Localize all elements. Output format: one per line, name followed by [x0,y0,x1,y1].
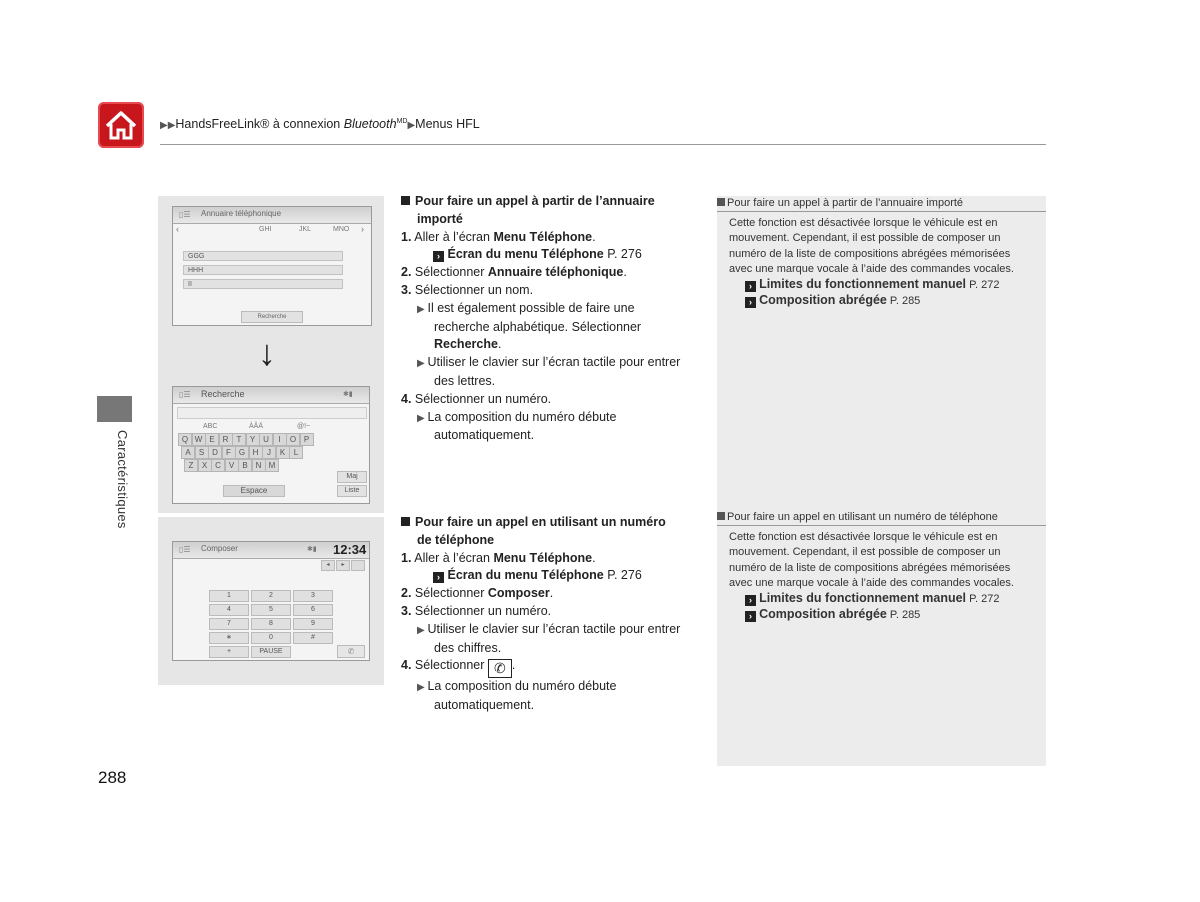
note-1 [717,197,1046,310]
search-button[interactable]: Recherche [241,311,303,323]
down-arrow-icon: ↓ [258,332,276,373]
keyboard-key[interactable]: S [195,446,209,459]
screenshots-panel-2 [158,517,384,685]
keyboard-key[interactable]: J [262,446,276,459]
section-2 [401,514,701,715]
keyboard-key[interactable]: M [265,459,279,472]
step-4-note-line2: automatiquement. [434,428,535,443]
call-icon: ✆ [488,659,512,678]
keyboard-key[interactable]: I [273,433,287,446]
step-3-note-line2: des chiffres. [434,640,502,655]
keyboard-key[interactable]: H [249,446,263,459]
tab-jkl[interactable]: JKL [299,226,312,233]
step-2: 2. Sélectionner Composer. [401,586,554,601]
section-1-title-2: importé [417,211,463,226]
numpad-key[interactable]: 8 [251,618,291,630]
contact-row[interactable]: HHH [183,265,343,275]
reference-icon: › [745,281,756,292]
note-2-line: Cette fonction est désactivée lorsque le véhicule est en [729,531,998,543]
keyboard-key[interactable]: O [286,433,300,446]
keyboard-key[interactable]: B [238,459,252,472]
step-3: 3. Sélectionner un numéro. [401,603,552,618]
note-1-line: mouvement. Cependant, il est possible de composer un [729,232,1001,245]
note-1-line: avec une marque vocale à l’aide des commandes vocales. [729,262,1014,275]
step-3-note-1: ▶ Il est également possible de faire une [417,300,635,315]
backspace-icon[interactable]: ◂ [321,560,335,571]
step-2: 2. Sélectionner Annuaire téléphonique. [401,265,627,280]
step-3-note: ▶ Utiliser le clavier sur l’écran tactile pour entrer [417,621,681,636]
keyboard-key[interactable]: W [192,433,206,446]
numpad-key[interactable]: 1 [209,590,249,602]
keyboard-key[interactable]: Z [184,459,198,472]
shift-button[interactable]: Maj [337,471,367,483]
note-1-ref-1[interactable]: › Limites du fonctionnement manuel P. 272 [729,277,1046,293]
step-3-note-1-line3: Recherche. [434,337,502,352]
home-icon [98,102,144,148]
note-2 [717,511,1046,624]
breadcrumb-item-menus[interactable]: Menus HFL [415,117,480,131]
space-button[interactable]: Espace [223,485,285,497]
step-4: 4. Sélectionner un numéro. [401,391,552,406]
step-3-note-1-line2: recherche alphabétique. Sélectionner [434,319,642,334]
keyboard-key[interactable]: P [300,433,314,446]
bluetooth-signal-icon: ✱▮ [343,391,353,398]
note-2-line: numéro de la liste de compositions abrégées mémorisées [729,561,1011,574]
section-label: Caractéristiques [115,430,130,529]
dial-screen [172,541,370,661]
note-marker-icon [717,198,725,206]
phonebook-tabs [173,225,371,235]
screenshots-panel-1 [158,196,384,513]
numpad-key[interactable]: 2 [251,590,291,602]
header-divider [160,144,1046,145]
keyboard-key[interactable]: Q [178,433,192,446]
keyboard-key[interactable]: G [235,446,249,459]
note-1-line: numéro de la liste de compositions abrégées mémorisées [729,247,1011,260]
tab-ghi[interactable]: GHI [259,226,272,233]
phonebook-screen [172,206,372,326]
step-4-note-line2: automatiquement. [434,698,535,713]
dial-controls [321,560,365,569]
clear-icon[interactable] [351,560,365,571]
keyboard-key[interactable]: N [252,459,266,472]
phone-icon: ▯☰ [179,545,191,554]
forward-icon[interactable]: ▸ [336,560,350,571]
breadcrumb-bluetooth: Bluetooth [343,117,397,131]
numpad-key[interactable]: 4 [209,604,249,616]
section-1-title: Pour faire un appel à partir de l’annuaire [415,194,655,208]
numpad-key[interactable]: 5 [251,604,291,616]
step-4: 4. Sélectionner ✆ . [401,658,516,677]
keyboard-key[interactable]: T [232,433,246,446]
reference-link[interactable]: › Écran du menu Téléphone P. 276 [401,246,701,264]
tab-mno[interactable]: MNO [333,226,350,233]
numpad-key[interactable]: 3 [293,590,333,602]
reference-icon: › [433,572,444,583]
tab-accents[interactable]: ÀÂÄ [249,423,264,430]
tab-abc[interactable]: ABC [203,423,218,430]
numpad-key[interactable]: # [293,632,333,644]
step-4-note: ▶ La composition du numéro débute [417,679,617,694]
call-button[interactable]: ✆ [337,645,365,658]
note-marker-icon [717,512,725,520]
search-screen [172,386,370,504]
keyboard-key[interactable]: D [208,446,222,459]
keyboard-key[interactable]: K [276,446,290,459]
step-3-note-2: ▶ Utiliser le clavier sur l’écran tactile pour entrer [417,355,681,370]
keyboard-key[interactable]: X [198,459,212,472]
reference-icon: › [745,611,756,622]
note-2-line: mouvement. Cependant, il est possible de composer un [729,546,1001,559]
clock: 12:34 [333,542,367,557]
keyboard-key[interactable]: R [219,433,233,446]
note-1-line: Cette fonction est désactivée lorsque le véhicule est en [729,217,998,229]
keyboard-key[interactable]: F [222,446,236,459]
numpad-key[interactable]: 7 [209,618,249,630]
section-1 [401,193,701,445]
keyboard-key[interactable]: L [289,446,303,459]
search-input[interactable] [177,407,367,419]
note-1-ref-2[interactable]: › Composition abrégée P. 285 [729,293,1046,309]
section-2-title-2: de téléphone [417,532,495,547]
breadcrumb-sup: MD [396,117,408,125]
note-2-ref-2[interactable]: › Composition abrégée P. 285 [729,607,1046,623]
keyboard-key[interactable]: E [205,433,219,446]
reference-icon: › [745,595,756,606]
numpad-key[interactable]: 9 [293,618,333,630]
pause-key[interactable]: PAUSE [251,646,291,658]
keyboard-key[interactable]: Y [246,433,260,446]
keyboard-key[interactable]: U [259,433,273,446]
numpad-key[interactable]: 6 [293,604,333,616]
note-2-ref-1[interactable]: › Limites du fonctionnement manuel P. 272 [729,591,1046,607]
list-button[interactable]: Liste [337,485,367,497]
chevron-right-icon[interactable]: › [361,224,364,234]
keyboard-key[interactable]: C [211,459,225,472]
phonebook-title: Annuaire téléphonique [201,209,282,218]
search-title: Recherche [201,389,245,399]
page-number: 288 [98,768,127,787]
home-button[interactable] [98,102,144,148]
step-1: 1. Aller à l’écran Menu Téléphone. [401,229,596,244]
keyboard-key[interactable]: A [181,446,195,459]
numpad-key[interactable]: ∗ [209,632,249,644]
phone-icon: ▯☰ [179,390,191,399]
note-2-line: avec une marque vocale à l’aide des commandes vocales. [729,576,1014,589]
section-2-title: Pour faire un appel en utilisant un numéro [415,515,666,529]
phone-icon: ▯☰ [179,210,191,219]
note-2-title: Pour faire un appel en utilisant un numéro de téléphone [727,511,998,523]
section-tab [97,396,132,422]
plus-key[interactable]: + [209,646,249,658]
tab-symbols[interactable]: @!~ [297,423,311,430]
step-3: 3. Sélectionner un nom. [401,282,534,297]
breadcrumb-item-hfl[interactable]: HandsFreeLink® à connexion [175,117,344,131]
numpad-key[interactable]: 0 [251,632,291,644]
chevron-left-icon[interactable]: ‹ [176,224,179,234]
contact-row[interactable]: GGG [183,251,343,261]
keyboard-key[interactable]: V [225,459,239,472]
bluetooth-signal-icon: ✱▮ [307,546,317,553]
reference-icon: › [433,251,444,262]
note-1-title: Pour faire un appel à partir de l’annuaire importé [727,197,964,209]
breadcrumb: ▶▶HandsFreeLink® à connexion Bluetooth$^{MD}$▶Menus HFL [160,117,480,131]
step-3-note-2-line2: des lettres. [434,373,496,388]
step-1: 1. Aller à l’écran Menu Téléphone. [401,550,596,565]
dial-title: Composer [201,544,238,553]
contact-row[interactable]: II [183,279,343,289]
step-4-note: ▶ La composition du numéro débute [417,409,617,424]
reference-icon: › [745,297,756,308]
reference-link[interactable]: › Écran du menu Téléphone P. 276 [401,567,701,585]
